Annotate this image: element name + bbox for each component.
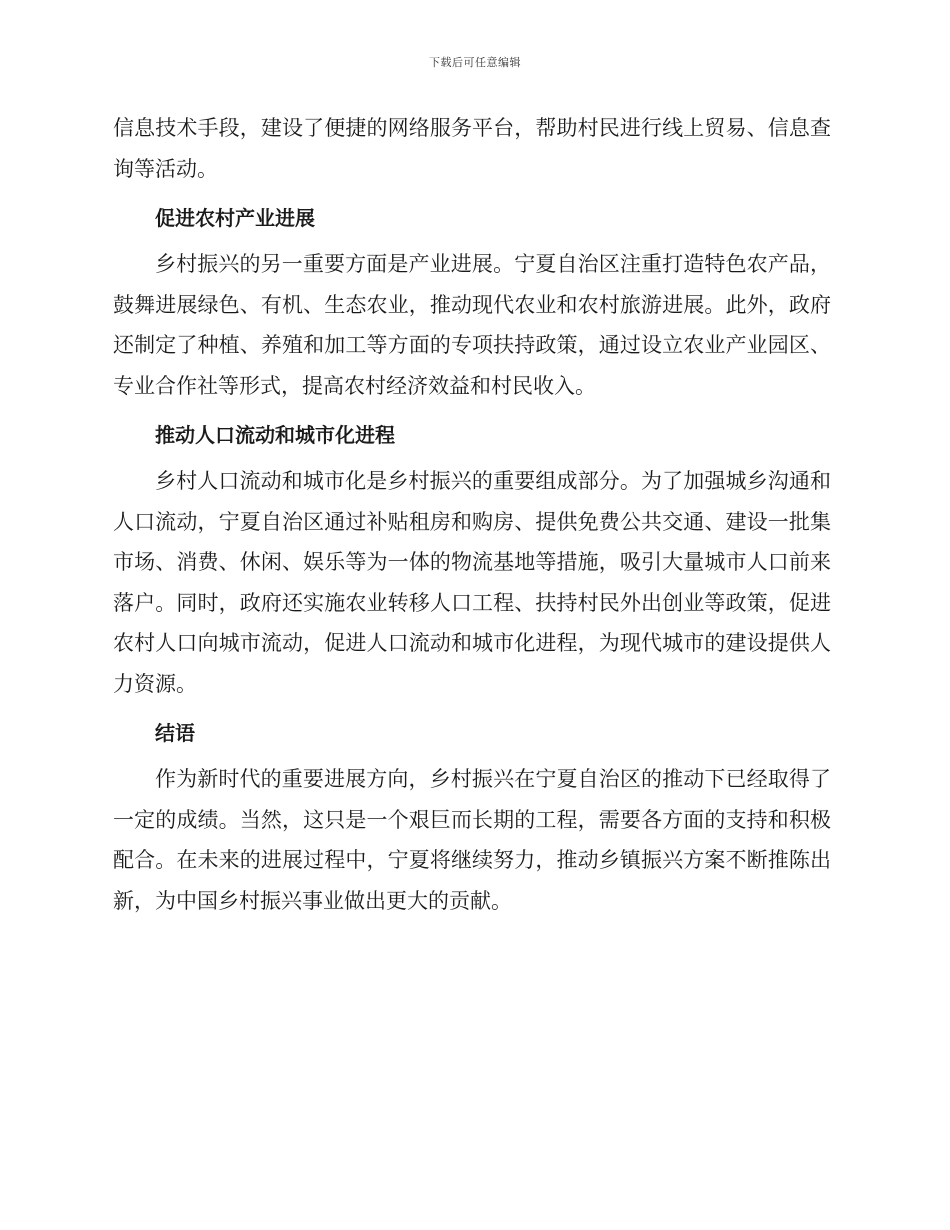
section-heading-urbanization: 推动人口流动和城市化进程 (155, 423, 395, 447)
document-body (113, 108, 831, 921)
paragraph-conclusion: 作为新时代的重要进展方向，乡村振兴在宁夏自治区的推动下已经取得了一定的成绩。当然，这只是一个艰巨而长期的工程，需要各方面的支持和积极配合。在未来的进展过程中，宁夏将继续努力，推动乡镇振兴方案不断推陈出新，为中国乡村振兴事业做出更大的贡献。 (113, 767, 831, 913)
paragraph-continued: 信息技术手段，建设了便捷的网络服务平台，帮助村民进行线上贸易、信息查询等活动。 (113, 116, 831, 181)
paragraph-urbanization: 乡村人口流动和城市化是乡村振兴的重要组成部分。为了加强城乡沟通和人口流动，宁夏自治区通过补贴租房和购房、提供免费公共交通、建设一批集市场、消费、休闲、娱乐等为一体的物流基地等措施，吸引大量城市人口前来落户。同时，政府还实施农业转移人口工程、扶持村民外出创业等政策，促进农村人口向城市流动，促进人口流动和城市化进程，为现代城市的建设提供人力资源。 (113, 469, 831, 696)
paragraph-industry: 乡村振兴的另一重要方面是产业进展。宁夏自治区注重打造特色农产品，鼓舞进展绿色、有机、生态农业，推动现代农业和农村旅游进展。此外，政府还制定了种植、养殖和加工等方面的专项扶持政策，通过设立农业产业园区、专业合作社等形式，提高农村经济效益和村民收入。 (113, 252, 831, 398)
section-heading-industry: 促进农村产业进展 (155, 206, 315, 230)
page-header: 下载后可任意编辑 (429, 56, 521, 69)
section-heading-conclusion: 结语 (155, 721, 195, 745)
